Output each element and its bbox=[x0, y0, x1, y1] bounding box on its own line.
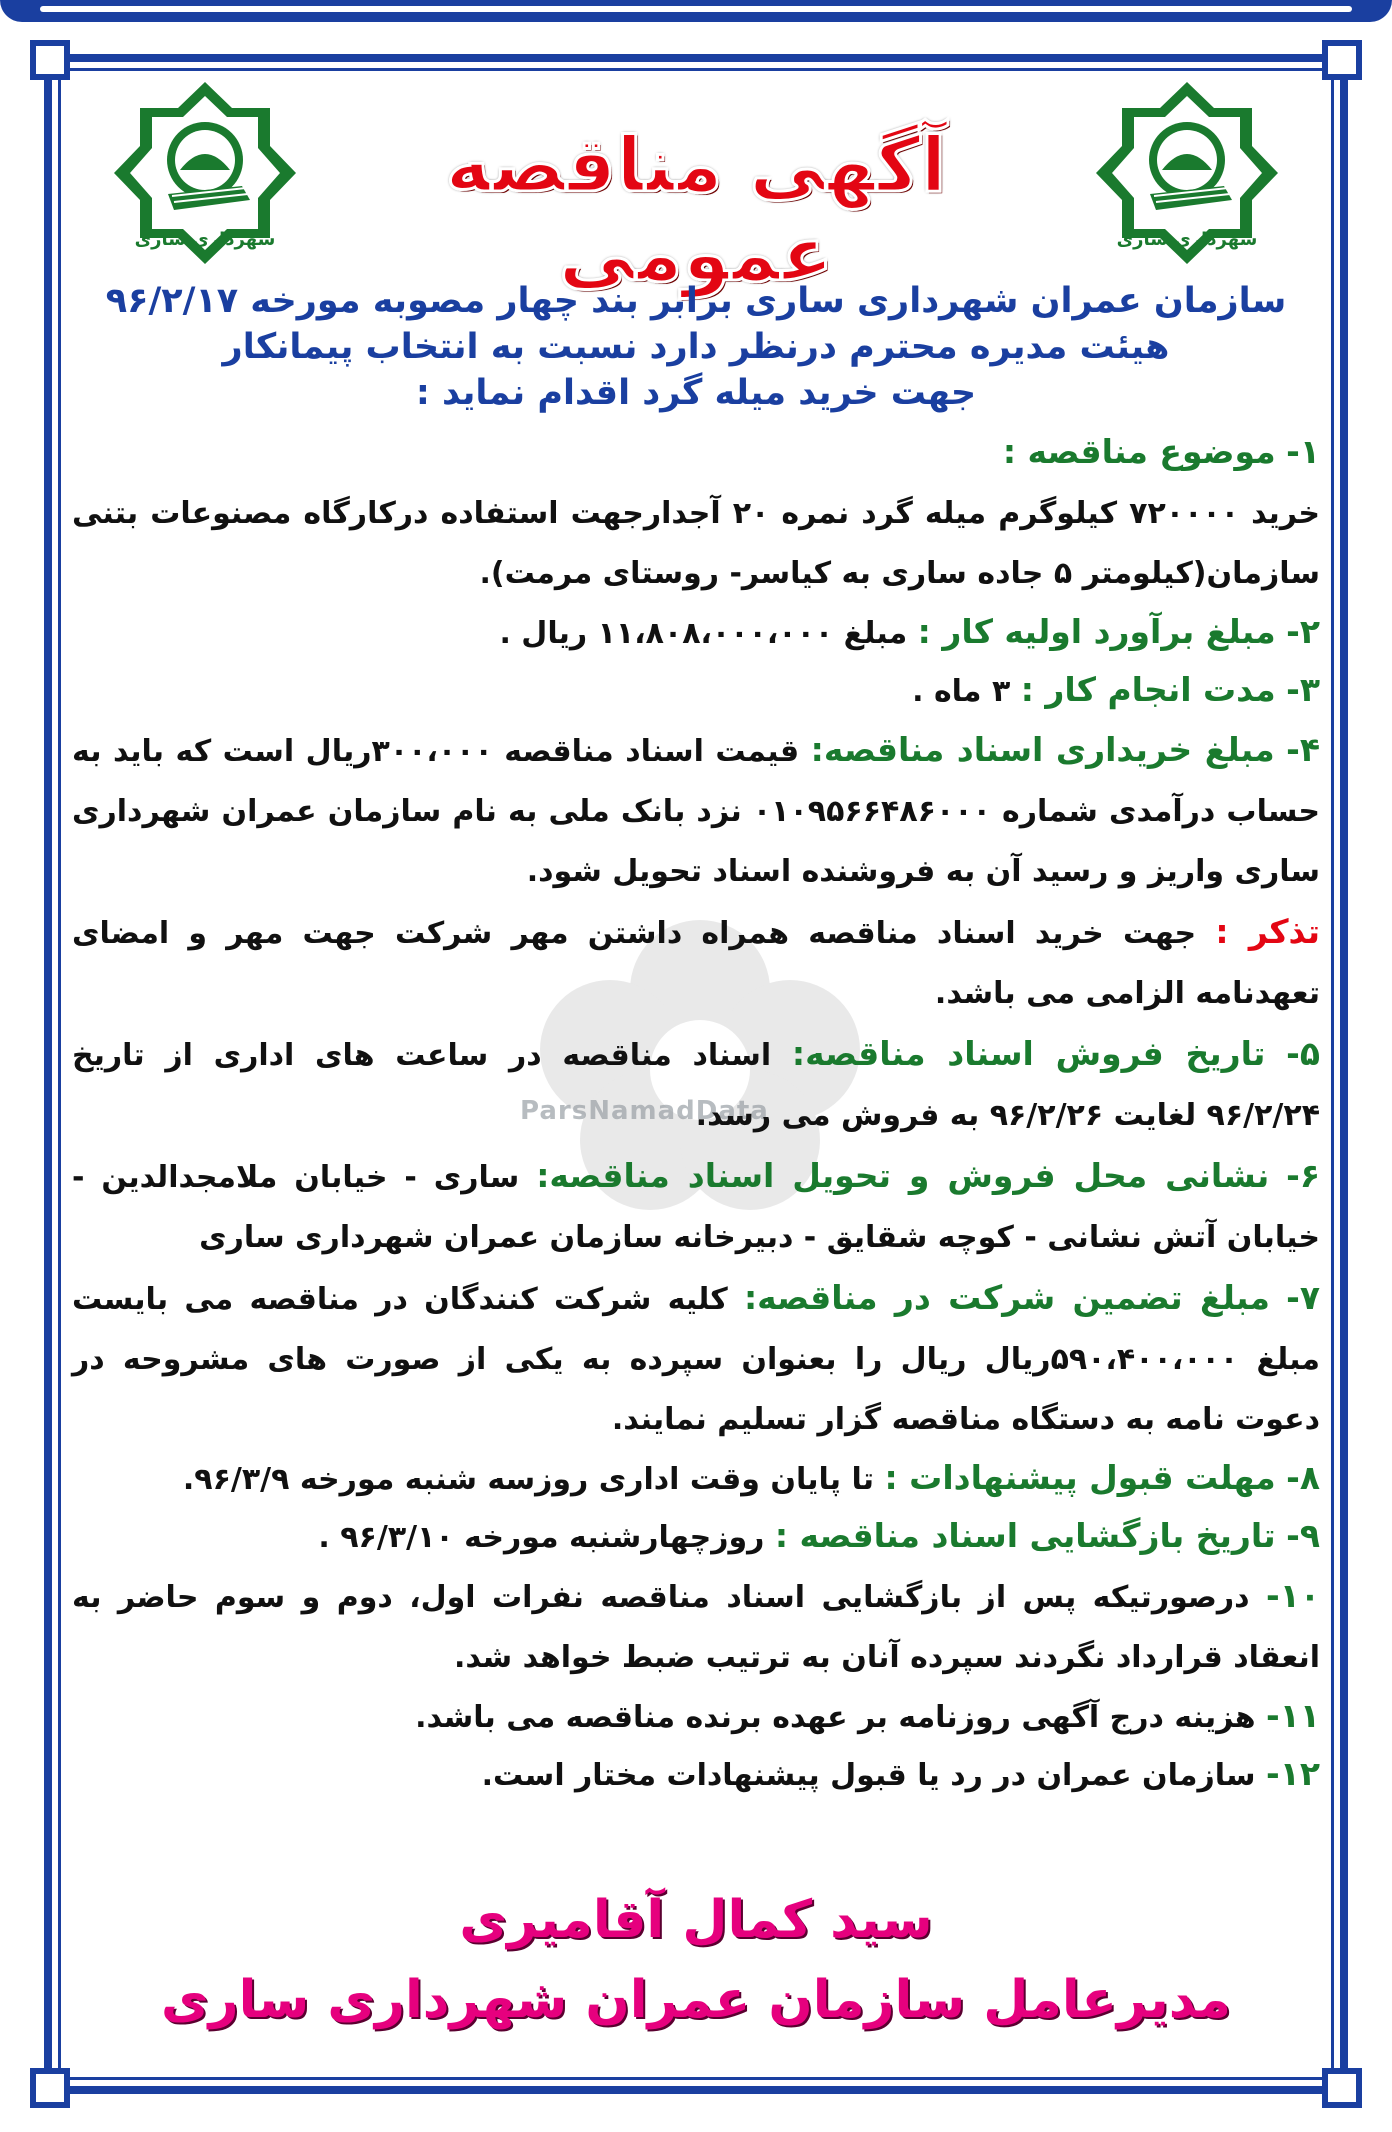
logo-caption: شهرداری ساری bbox=[134, 229, 276, 250]
item-text: روزچهارشنبه مورخه ۹۶/۳/۱۰ . bbox=[318, 1520, 765, 1555]
item-label: تاریخ فروش اسناد مناقصه: bbox=[791, 1034, 1266, 1073]
notice-body bbox=[72, 278, 1320, 1804]
note-label: تذکر : bbox=[1215, 912, 1321, 951]
notice-item-11 bbox=[72, 1688, 1320, 1746]
notice-item-8 bbox=[72, 1450, 1320, 1508]
item-label: مبلغ برآورد اولیه کار : bbox=[917, 612, 1276, 651]
item-text: کلیه شرکت کنندگان در مناقصه می بایست مبلغ ۵۹۰،۴۰۰،۰۰۰ریال ریال را بعنوان سپرده به یکی از صورت های مشروحه در دعوت نامه به دستگاه مناقصه گزار تسلیم نمایند. bbox=[72, 1282, 1320, 1437]
item-text: درصورتیکه پس از بازگشایی اسناد مناقصه نفرات اول، دوم و سوم حاضر به انعقاد قرارداد نگردند سپرده آنان به ترتیب ضبط خواهد شد. bbox=[72, 1580, 1320, 1675]
frame-corner-ornament bbox=[30, 2068, 70, 2108]
note-text: جهت خرید اسناد مناقصه همراه داشتن مهر شرکت جهت مهر و امضای تعهدنامه الزامی می باشد. bbox=[72, 916, 1320, 1011]
item-number: ۳- bbox=[1286, 670, 1320, 709]
item-text: ۳ ماه . bbox=[912, 674, 1011, 709]
frame-corner-ornament bbox=[30, 40, 70, 80]
item-number: ۱۰- bbox=[1266, 1576, 1320, 1615]
item-number: ۴- bbox=[1286, 730, 1320, 769]
item-number: ۲- bbox=[1286, 612, 1320, 651]
notice-item-1 bbox=[72, 422, 1320, 604]
item-text: خرید ۷۲۰۰۰۰ کیلوگرم میله گرد نمره ۲۰ آجدارجهت استفاده درکارگاه مصنوعات بتنی سازمان(کیلومتر ۵ جاده ساری به کیاسر- روستای مرمت). bbox=[72, 496, 1321, 591]
notice-item-12 bbox=[72, 1746, 1320, 1804]
item-label: مهلت قبول پیشنهادات : bbox=[884, 1458, 1276, 1497]
frame-corner-ornament bbox=[1322, 40, 1362, 80]
signatory-title: مدیرعامل سازمان عمران شهرداری ساری bbox=[161, 1970, 1231, 2030]
notice-item-9 bbox=[72, 1508, 1320, 1566]
item-number: ۶- bbox=[1286, 1156, 1321, 1195]
notice-item-7 bbox=[72, 1268, 1320, 1450]
item-text: تا پایان وقت اداری روزسه شنبه مورخه ۹۶/۳/۹. bbox=[182, 1462, 875, 1497]
notice-item-10 bbox=[72, 1566, 1320, 1688]
item-label: مبلغ خریداری اسناد مناقصه: bbox=[810, 730, 1275, 769]
item-label: تاریخ بازگشایی اسناد مناقصه : bbox=[774, 1516, 1276, 1555]
item-label: مبلغ تضمین شرکت در مناقصه: bbox=[743, 1278, 1270, 1317]
item-text: اسناد مناقصه در ساعت های اداری از تاریخ ۹۶/۲/۲۴ لغایت ۹۶/۲/۲۶ به فروش می رسد. bbox=[72, 1038, 1320, 1133]
notice-note bbox=[72, 902, 1320, 1024]
item-label: نشانی محل فروش و تحویل اسناد مناقصه: bbox=[536, 1156, 1270, 1195]
item-number: ۸- bbox=[1286, 1458, 1320, 1497]
intro-line: جهت خرید میله گرد اقدام نماید : bbox=[415, 373, 977, 413]
item-label: موضوع مناقصه : bbox=[1002, 432, 1276, 471]
item-text: مبلغ ۱۱،۸۰۸،۰۰۰،۰۰۰ ریال . bbox=[499, 616, 908, 651]
logo-caption: شهرداری ساری bbox=[1116, 229, 1258, 250]
item-number: ۵- bbox=[1286, 1034, 1321, 1073]
item-text: هزینه درج آگهی روزنامه بر عهده برنده مناقصه می باشد. bbox=[415, 1700, 1256, 1735]
signatory-name: سید کمال آقامیری bbox=[459, 1890, 933, 1950]
notice-item-3 bbox=[72, 662, 1320, 720]
intro-text bbox=[72, 278, 1320, 416]
signature-block bbox=[72, 1880, 1320, 2040]
item-number: ۱۱- bbox=[1266, 1696, 1320, 1735]
municipality-logo-right bbox=[1092, 78, 1282, 268]
item-number: ۱۲- bbox=[1266, 1754, 1320, 1793]
intro-line: هیئت مدیره محترم درنظر دارد نسبت به انتخاب پیمانکار bbox=[222, 327, 1170, 367]
notice-item-4 bbox=[72, 720, 1320, 902]
item-text: قیمت اسناد مناقصه ۳۰۰،۰۰۰ریال است که باید به حساب درآمدی شماره ۰۱۰۹۵۶۶۴۸۶۰۰۰ نزد بانک ملی به نام سازمان عمران شهرداری ساری واریز و رسید آن به فروشنده اسناد تحویل شود. bbox=[72, 734, 1320, 889]
item-label: مدت انجام کار : bbox=[1020, 670, 1276, 709]
notice-item-6 bbox=[72, 1146, 1320, 1268]
watermark-brand: ParsNamadData bbox=[520, 1096, 769, 1126]
frame-corner-ornament bbox=[1322, 2068, 1362, 2108]
item-number: ۷- bbox=[1286, 1278, 1320, 1317]
item-number: ۹- bbox=[1286, 1516, 1320, 1555]
intro-line: سازمان عمران شهرداری ساری برابر بند چهار مصوبه مورخه ۹۶/۲/۱۷ bbox=[105, 281, 1287, 321]
item-number: ۱- bbox=[1286, 432, 1320, 471]
municipality-logo-left bbox=[110, 78, 300, 268]
item-text: ساری - خیابان ملامجدالدین - خیابان آتش نشانی - کوچه شقایق - دبیرخانه سازمان عمران شهرداری ساری bbox=[72, 1160, 1320, 1255]
page-title: آگهی مناقصه عمومی bbox=[445, 120, 947, 298]
notice-item-2 bbox=[72, 604, 1320, 662]
top-border-stripe bbox=[40, 6, 1352, 12]
item-text: سازمان عمران در رد یا قبول پیشنهادات مختار است. bbox=[481, 1758, 1256, 1793]
notice-item-5 bbox=[72, 1024, 1320, 1146]
top-border-band bbox=[0, 0, 1392, 22]
